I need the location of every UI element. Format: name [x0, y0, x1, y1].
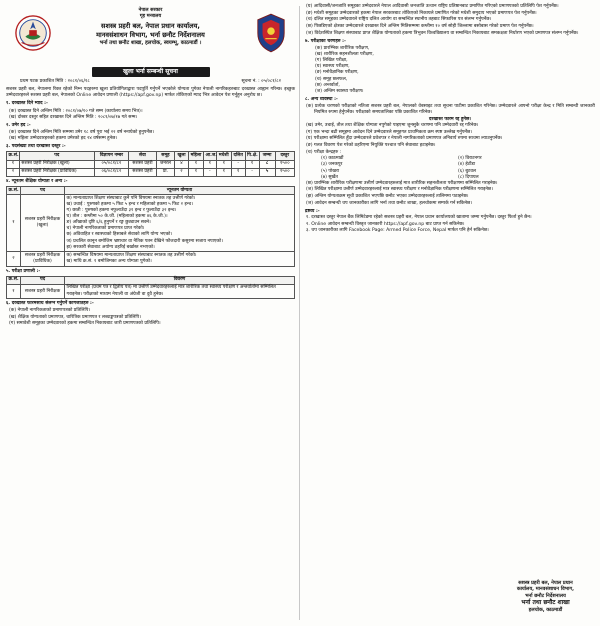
table-header-cell: जम्मा: [259, 152, 275, 160]
table-row: [7, 168, 295, 176]
list-item: च) नेपाली नागरिकताको प्रमाणपत्र प्राप्त गरेको।: [66, 226, 145, 232]
table-row: [7, 284, 295, 298]
signature-block: [517, 580, 574, 614]
table-cell: ८: [259, 160, 275, 168]
table-cell: १: [231, 168, 245, 176]
table-cell: सशस्त्र प्रहरी निरीक्षक (प्राविधिक): [21, 252, 65, 266]
table-row: [7, 160, 295, 168]
section-4-title: ४. न्यूनतम शैक्षिक योग्यता र अन्य :-: [6, 178, 68, 184]
other-provision-item: (घ) परीक्षामा सम्मिलित हुँदा उम्मेदवारले प्रवेशपत्र र नेपाली नागरिकताको प्रमाणपत्र अनिवार्य रुपमा साथमा ल्याउनुपर्नेछ।: [306, 136, 503, 142]
left-column: [6, 4, 295, 327]
table-cell: १: [7, 284, 21, 298]
exam-stage-item: (ज) अन्तिम स्वास्थ्य परीक्षण।: [315, 88, 364, 94]
exam-stage-item: (ख) शारीरिक सहनशीलता परीक्षण,: [315, 51, 374, 57]
table-header-cell: विवरण: [65, 276, 295, 284]
intro-paragraph: सशस्त्र प्रहरी बल, नेपालमा रिक्त रहेको निम्न पदहरुमा खुला प्रतियोगिताद्वारा पदपूर्ति गर्नुपर्ने भएकोले योग्यता पुगेका नेपाली नागरिकहरुबाट दरखास्त आह्वान गरिन्छ। इच्छुक उम्मेदवारहरुले सशस्त्र प्रहरी बल, नेपालको Online आवेदन प्रणाली (https://apf.gov.np) मार्फत तोकिएको म्याद भित्र आवेदन पेश गर्नुहुन अनुरोध छ।: [6, 87, 295, 99]
list-item: ङ) आँखाको दृष्टि ६/६ हुनुपर्ने र रङ्ग छुट्याउन सक्ने।: [66, 220, 151, 226]
section-1-item: (ख) दोब्बर दस्तुर सहित दरखास्त दिने अन्तिम मिति : २०८१/०७/१७ गते सम्म।: [9, 114, 138, 120]
posts-table: [6, 151, 295, 176]
table-cell: १: [188, 168, 203, 176]
signature-line: भर्ना छनौट निर्देशनालय: [525, 592, 566, 599]
other-provision-item: (ज) लिखित परीक्षामा उत्तीर्ण उम्मेदवारहरुलाई मात्र स्वास्थ्य परीक्षण र मनोवैज्ञानिक परीक्षणमा सम्मिलित गराइनेछ।: [306, 187, 493, 193]
list-item: ख) माथि क्र.सं. १ बमोजिमका अन्य योग्यता पुगेको।: [66, 259, 152, 265]
exam-stage-item: (ग) लिखित परीक्षा,: [315, 58, 348, 64]
document-item: (ज) विदेशस्थित शिक्षण संस्थाबाट प्राप्त शैक्षिक योग्यताको हकमा त्रिभुवन विश्वविद्यालय वा सम्बन्धित निकायबाट समकक्षता निर्धारण भएको प्रमाणपत्र संलग्न गर्नुपर्नेछ।: [306, 30, 579, 36]
document-item: (छ) पिछडिएको क्षेत्रका उम्मेदवारले दरखास्त दिने अन्तिम मितिसम्ममा कम्तीमा १० वर्ष सोही जिल्लामा बसोबास गरेको प्रमाण पेश गर्नुपर्नेछ।: [306, 23, 534, 29]
header-department: मानवसंशाधन विभाग, भर्ना छनौट निर्देशनालय: [96, 30, 205, 39]
cancellation-heading: दरखास्त फारम रद्द हुनेछ।: [429, 116, 471, 122]
table-header-cell: समूह: [156, 152, 174, 160]
section-8-title: ८. अन्य व्यवस्था :-: [305, 96, 338, 102]
table-cell: -: [203, 168, 216, 176]
table-cell: २: [175, 168, 189, 176]
table-header-cell: महिला: [188, 152, 203, 160]
exam-stage-item: (घ) स्वास्थ्य परीक्षण,: [315, 64, 350, 70]
table-header-cell: विज्ञापन नम्बर: [94, 152, 128, 160]
table-header-cell: क्र.सं.: [7, 276, 21, 284]
table-header-cell: आ.ज.: [203, 152, 216, 160]
other-provision-item: (ङ) गलत विवरण पेश गरेको ठहरिएमा नियुक्ति पश्चात पनि सेवाबाट हटाइनेछ।: [306, 142, 436, 148]
table-cell: १५००: [275, 168, 294, 176]
table-cell: १: [216, 168, 231, 176]
qualification-list: [67, 196, 293, 251]
notice-title: खुला भर्ना सम्बन्धी सूचना: [92, 67, 210, 77]
table-cell: [65, 195, 295, 252]
table-header-cell: दस्तुर: [275, 152, 294, 160]
table-header-cell: सेवा: [129, 152, 157, 160]
table-cell: -: [231, 160, 245, 168]
exam-centers-list: [305, 156, 595, 181]
table-cell: १: [7, 160, 20, 168]
list-item: ज) प्रचलित कानून बमोजिम भ्रष्टाचार वा नैतिक पतन देखिने फौजदारी कसुरमा सजाय नपाएको।: [66, 238, 223, 244]
table-header-cell: न्यूनतम योग्यता: [65, 187, 295, 195]
table-cell: सशस्त्र प्रहरी: [129, 160, 157, 168]
header-section: भर्ना तथा छनौट शाखा, हलचोक, स्वयम्भू, काठमाडौं ।: [99, 39, 202, 46]
list-item: छ) अविवाहित र स्वास्थ्यको हिसाबले सेवाको लागि योग्य भएको।: [66, 232, 173, 238]
section-5-title: ५. परीक्षा प्रणाली :-: [6, 268, 41, 274]
signature-line: सशस्त्र प्रहरी बल, नेपाल प्रधान: [518, 579, 573, 586]
exam-system-table: [6, 276, 295, 299]
note-item: १. दरखास्त दस्तुर नेपाल बैंक लिमिटेडमा रहेको सशस्त्र प्रहरी बल, नेपाल प्रधान कार्यालयको खातामा जम्मा गर्नुपर्नेछ। दस्तुर फिर्ता हुने छैन।: [306, 215, 532, 220]
qualification-table: [6, 186, 295, 267]
table-cell: सशस्त्र प्रहरी: [129, 168, 157, 176]
list-item: ख) उचाई : पुरुषको हकमा ५ फिट ५ इन्च र महिलाको हकमा ५ फिट २ इन्च।: [66, 201, 193, 207]
table-header-cell: क्र.सं.: [7, 187, 21, 195]
signature-line: भर्ना तथा छनौट शाखा: [521, 599, 570, 607]
table-cell: सशस्त्र प्रहरी निरीक्षक (प्राविधिक): [19, 168, 94, 176]
other-provision-paragraph: (क) प्रत्येक चरणको परीक्षाको नतिजा सशस्त्र प्रहरी बल, नेपालको वेबसाइट तथा सूचना पाटीमा प्रकाशित गरिनेछ। उम्मेदवारले आफ्नो परीक्षा केन्द्र र मिति सम्बन्धी जानकारी नियमित रुपमा हेर्नुपर्नेछ। परीक्षाको समयतालिका पछि प्रकाशित गरिनेछ।: [306, 104, 595, 116]
table-cell: ४: [175, 160, 189, 168]
table-cell: १५००: [275, 160, 294, 168]
other-provision-item: (झ) अन्तिम योग्यताक्रम सूची प्रकाशित भएपछि छनौट भएका उम्मेदवारहरुलाई तालिममा पठाइनेछ।: [306, 194, 469, 200]
table-header-cell: पद: [21, 276, 65, 284]
exam-stage-item: (ङ) मनोवैज्ञानिक परीक्षण,: [315, 70, 359, 76]
section-6-item: (ख) शैक्षिक योग्यताको प्रमाणपत्र, चारित्रिक प्रमाणपत्र र लब्धाङ्कपत्रको प्रतिलिपि।: [9, 314, 141, 320]
table-cell: सशस्त्र प्रहरी निरीक्षक: [21, 284, 65, 298]
exam-center: (५) पोखरा: [321, 168, 340, 174]
table-cell: ५: [259, 168, 275, 176]
signature-line: हलचोक, काठमाडौं: [528, 607, 563, 614]
exam-stage-item: (च) समूह छलफल,: [315, 76, 348, 82]
table-cell: २: [7, 168, 20, 176]
table-cell: १: [216, 160, 231, 168]
table-cell: -: [245, 168, 259, 176]
table-cell: प्रा.: [156, 168, 174, 176]
table-cell: १: [7, 195, 21, 252]
exam-center: (६) बुटवल: [458, 168, 477, 174]
notice-meta: [6, 79, 295, 85]
table-header-cell: मधेशी: [216, 152, 231, 160]
section-1-title: १. दरखास्त दिने म्याद :-: [6, 101, 48, 107]
section-6-item: (ग) समावेशी समूहका उम्मेदवारको हकमा सम्बन्धित निकायबाट जारी प्रमाणपत्रको प्रतिलिपि।: [9, 320, 161, 326]
table-header-cell: पि.क्षे.: [245, 152, 259, 160]
qualification-table-header: [7, 187, 295, 195]
table-header-cell: पद: [19, 152, 94, 160]
exam-stage-item: (क) प्रारम्भिक शारीरिक परीक्षण,: [315, 45, 370, 51]
list-item: क) मान्यताप्राप्त शिक्षण संस्थाबाट कुनै पनि विषयमा स्नातक तह उत्तीर्ण गरेको।: [66, 195, 196, 201]
table-cell: जनरल: [156, 160, 174, 168]
note-item: २. Online आवेदन सम्बन्धी विस्तृत जानकारी https://apf.gov.np बाट प्राप्त गर्न सकिनेछ।: [306, 221, 465, 227]
header-government: नेपाल सरकार: [138, 8, 163, 13]
table-cell: १: [245, 160, 259, 168]
column-divider: [299, 6, 300, 620]
section-2-item: (ख) महिला उम्मेदवारहरुको हकमा उमेरको हद २४ वर्षसम्म हुनेछ।: [9, 136, 118, 142]
section-2-item: (क) दरखास्त दिने अन्तिम मिति सम्ममा उमेर १८ वर्ष पूरा भई २२ वर्ष ननाघेको हुनुपर्नेछ।: [9, 130, 154, 136]
list-item: क) सम्बन्धित विषयमा मान्यताप्राप्त शिक्षण संस्थाबाट स्नातक तह उत्तीर्ण गरेको।: [66, 252, 197, 258]
section-7-title: ७. परीक्षाका चरणहरु :-: [305, 38, 346, 44]
notice-header: [6, 8, 295, 66]
table-cell: लिखित परीक्षा (प्रथम पत्र र द्वितीय पत्र) मा उत्तीर्ण उम्मेदवारहरुलाई मात्र शारीरिक तथा स्वास्थ्य परीक्षण र अन्तर्वार्तामा सम्मिलित गराइनेछ। परीक्षाको माध्यम नेपाली वा अंग्रेजी वा दुवै हुनेछ।: [65, 284, 295, 298]
section-6-title: ६. दरखास्त फारमसाथ संलग्न गर्नुपर्ने कागजातहरु :-: [6, 301, 94, 307]
note-item: ३. थप जानकारीका लागि Facebook Page: Armed Police Force, Nepal मार्फत पनि हेर्न सकिनेछ।: [306, 228, 489, 234]
posts-table-header: [7, 152, 295, 160]
list-item: झ) सरकारी सेवाबाट अयोग्य ठहरिई बर्खास्त नभएको।: [66, 244, 155, 250]
signature-line: कार्यालय, मानवसंशाधन विभाग,: [516, 586, 574, 593]
exam-center: (२) विराटनगर: [458, 156, 482, 162]
document-item: (च) दलित समूहका उम्मेदवारले राष्ट्रिय दलित आयोग वा सम्बन्धित स्थानीय तहबाट सिफारिस पत्र संलग्न गर्नुपर्नेछ।: [306, 17, 492, 23]
exam-center: (७) सुर्खेत: [321, 174, 338, 180]
section-6-item: (क) नेपाली नागरिकताको प्रमाणपत्रको प्रतिलिपि।: [9, 308, 91, 314]
right-column: [305, 4, 595, 235]
other-provision-item: (च) परीक्षा केन्द्रहरु :: [306, 149, 342, 155]
table-cell: १: [203, 160, 216, 168]
table-cell: २: [7, 252, 21, 266]
list-item: घ) तौल : कम्तीमा ५० के.जी. (महिलाको हकमा ४६ के.जी.)।: [66, 214, 168, 220]
armed-police-force-logo-icon: [255, 12, 287, 54]
publish-date: प्रथम पटक प्रकाशित मिति : २०८१/०६/१८: [20, 79, 90, 85]
table-header-cell: पद: [21, 187, 65, 195]
section-2-title: २. उमेर हद :-: [6, 122, 31, 128]
table-header-cell: क्र.सं.: [7, 152, 20, 160]
other-provision-item: (छ) प्रारम्भिक शारीरिक परीक्षणमा उत्तीर्ण उम्मेदवारहरुलाई मात्र शारीरिक सहनशीलता परीक्षणमा सम्मिलित गराइनेछ।: [306, 180, 498, 186]
exam-center: (४) हेटौंडा: [458, 162, 476, 168]
table-cell: ०५/०८१/८२: [94, 160, 128, 168]
other-provision-item: (ख) उमेर, उचाई, तौल तथा शैक्षिक योग्यता नपुगेको पाइएमा जुनसुकै चरणमा पनि उम्मेदवारी रद्द गरिनेछ।: [306, 123, 479, 129]
table-cell: सशस्त्र प्रहरी निरीक्षक (खुला): [21, 195, 65, 252]
document-item: (ङ) मधेशी समूहका उम्मेदवारको हकमा नेपाल सरकारबाट तोकिएको निकायले प्रमाणित गरेको मधेशी समुदाय भएको प्रमाणपत्र पेश गर्नुपर्नेछ।: [306, 10, 537, 16]
document-item: (घ) आदिवासी/जनजाति समूहका उम्मेदवारले नेपाल आदिवासी जनजाति उत्थान राष्ट्रिय प्रतिष्ठानबाट प्रमाणित गरिएको प्रमाणपत्रको प्रतिलिपि पेश गर्नुपर्नेछ।: [306, 4, 559, 9]
header-ministry: गृह मन्त्रालय: [139, 14, 162, 20]
exam-center: (३) जनकपुर: [321, 162, 343, 168]
notice-number: सूचना नं. : ०५/०८१/८२: [241, 79, 281, 85]
list-item: ग) छाती : पुरुषको हकमा नफुलाउँदा ३१ इन्च र फुलाउँदा ३२ इन्च।: [66, 207, 177, 213]
section-1-item: (क) दरखास्त दिने अन्तिम मिति : २०८१/०७/१० गते सम्म (कार्यालय समय भित्र)।: [9, 108, 143, 114]
table-cell: १: [188, 160, 203, 168]
nepal-emblem-icon: [14, 14, 52, 52]
table-row: [7, 195, 295, 252]
table-cell: ०६/०८१/८२: [94, 168, 128, 176]
exam-stage-item: (छ) अन्तर्वार्ता,: [315, 82, 340, 88]
qualification-list: [67, 253, 293, 265]
table-header-cell: दलित: [231, 152, 245, 160]
note-label: द्रष्टव्य :-: [305, 208, 320, 214]
table-cell: सशस्त्र प्रहरी निरीक्षक (खुला): [19, 160, 94, 168]
table-cell: [65, 252, 295, 266]
section-3-title: ३. पदसंख्या तथा दरखास्त दस्तुर :-: [6, 144, 66, 150]
other-provision-item: (ग) एक भन्दा बढी समूहमा आवेदन दिने उम्मेदवारले समूहगत प्राथमिकता क्रम स्पष्ट उल्लेख गर्नुपर्नेछ।: [306, 129, 472, 135]
other-provision-item: (ञ) आवेदन सम्बन्धी थप जानकारीका लागि भर्ना तथा छनौट शाखा, हलचोकमा सम्पर्क गर्न सकिनेछ।: [306, 200, 473, 206]
table-row: [7, 252, 295, 266]
header-office: सशस्त्र प्रहरी बल, नेपाल प्रधान कार्यालय,: [101, 21, 200, 30]
exam-center: (८) दिपायल: [458, 174, 479, 180]
exam-system-table-header: [7, 276, 295, 284]
table-header-cell: खुला: [175, 152, 189, 160]
exam-center: (१) काठमाडौं: [321, 156, 344, 162]
